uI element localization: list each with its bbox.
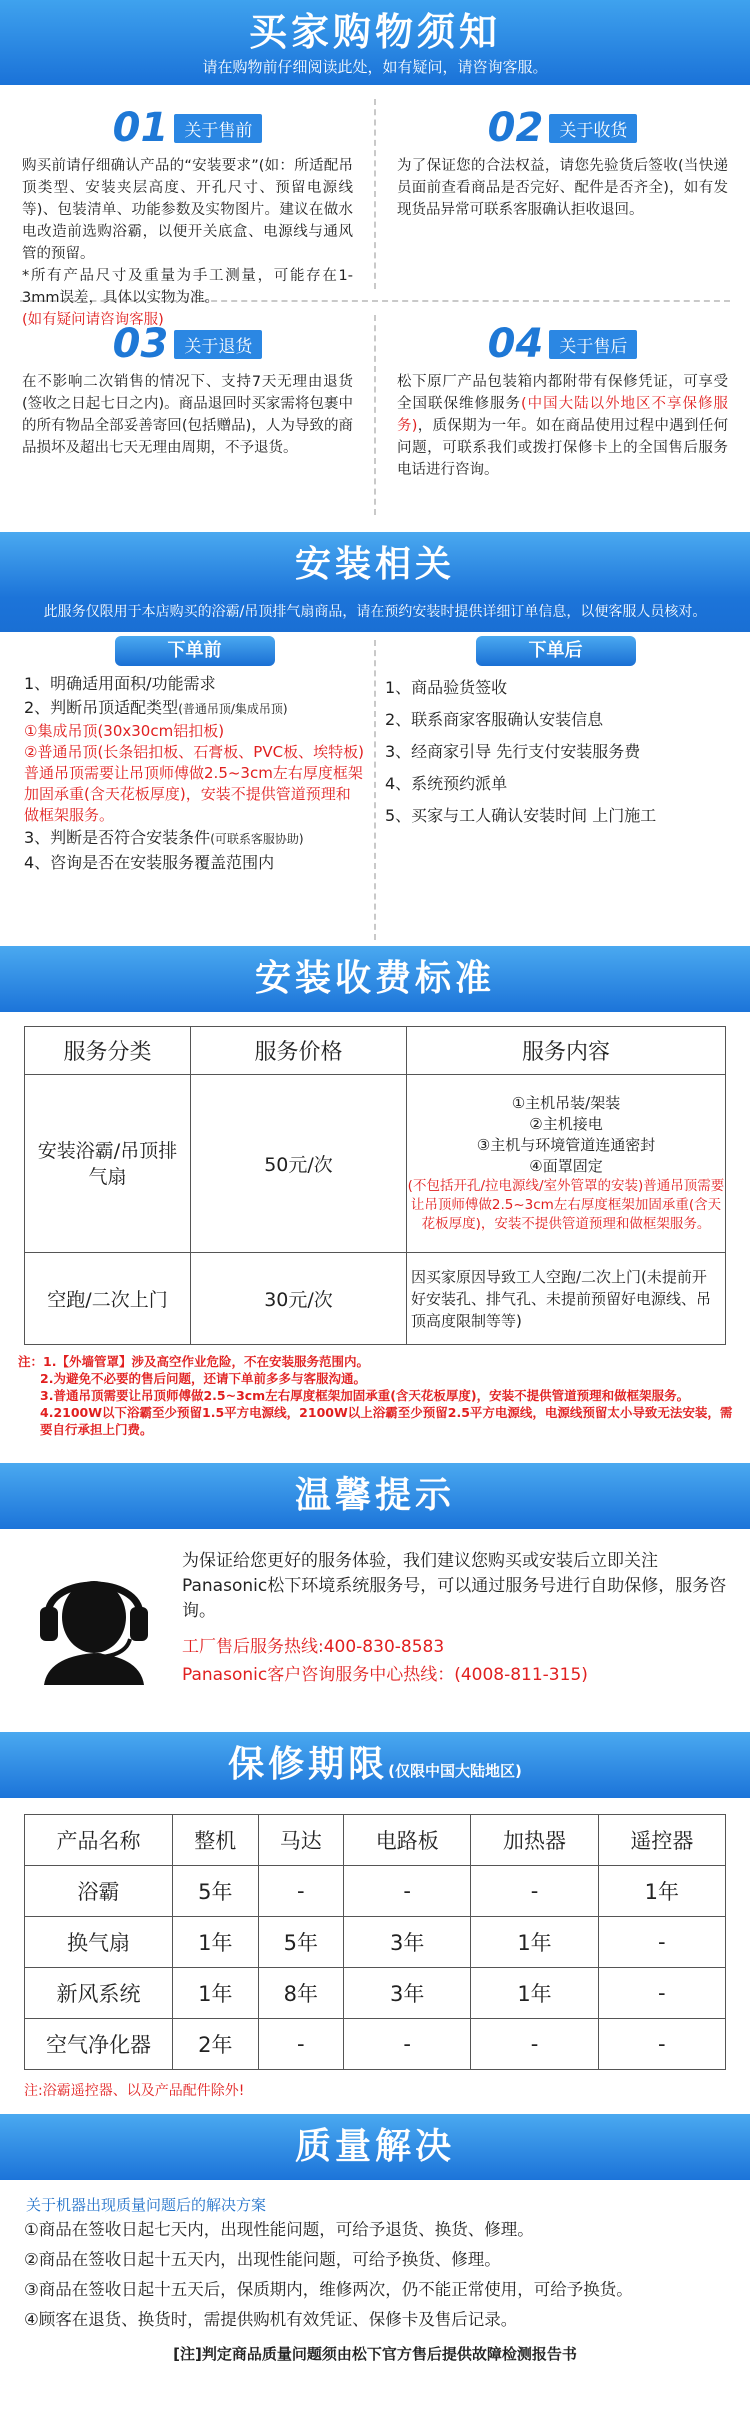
note-number: 03 (112, 321, 169, 367)
note-label: 关于退货 (174, 330, 262, 359)
table-cell: 1年 (598, 1866, 725, 1917)
step: 1、商品验货签收 (385, 678, 508, 697)
header-banner (0, 0, 750, 85)
warranty-note: 注:浴霸遥控器、以及产品配件除外! (24, 2083, 245, 2099)
table-cell: - (344, 2019, 471, 2070)
step: 5、买家与工人确认安装时间 上门施工 (385, 806, 657, 825)
table-header: 加热器 (471, 1815, 598, 1866)
fee-note: 3.普通吊顶需要让吊顶师傅做2.5~3cm左右厚度框架加固承重(含天花板厚度)，安装不提供管道预理和做框架服务。 (40, 1388, 690, 1403)
after-order-pill: 下单后 (476, 636, 636, 666)
install-title: 安装相关 (0, 532, 750, 598)
note-aftersale (375, 315, 750, 481)
step: 3、经商家引导 先行支付安装服务费 (385, 742, 641, 761)
warranty-title (0, 1732, 750, 1798)
note-receipt (375, 99, 750, 221)
step: 4、咨询是否在安装服务覆盖范围内 (24, 853, 275, 872)
table-cell: 空跑/二次上门 (25, 1253, 191, 1345)
table-cell: 因买家原因导致工人空跑/二次上门(未提前开好安装孔、排气孔、未提前预留好电源线、吊顶高度限制等等) (407, 1253, 726, 1345)
fees-table (24, 1026, 726, 1345)
table-cell: - (344, 1866, 471, 1917)
after-order (375, 632, 736, 946)
table-cell: - (598, 2019, 725, 2070)
table-row (25, 1917, 726, 1968)
table-cell: 3年 (344, 1917, 471, 1968)
consult-hotline: Panasonic客户咨询服务中心热线：(4008-811-315) (182, 1665, 588, 1685)
step: 4、系统预约派单 (385, 774, 508, 793)
table-cell: 3年 (344, 1968, 471, 2019)
quality-footer: [注]判定商品质量问题须由松下官方售后提供故障检测报告书 (173, 2345, 577, 2363)
table-cell: 空气净化器 (25, 2019, 173, 2070)
quality-list (0, 2215, 750, 2335)
step: 1、明确适用面积/功能需求 (24, 674, 216, 693)
table-cell: 1年 (173, 1917, 259, 1968)
table-cell: 2年 (173, 2019, 259, 2070)
table-cell: 新风系统 (25, 1968, 173, 2019)
note-number: 04 (487, 321, 544, 367)
note-label: 关于售前 (174, 114, 262, 143)
table-cell: 1年 (471, 1968, 598, 2019)
table-header: 整机 (173, 1815, 259, 1866)
table-cell: 5年 (258, 1917, 344, 1968)
note-number: 01 (112, 105, 169, 151)
before-order-pill: 下单前 (115, 636, 275, 666)
step: 3、判断是否符合安装条件(可联系客服协助) (24, 828, 304, 847)
table-cell: 50元/次 (191, 1075, 407, 1253)
table-cell: - (471, 2019, 598, 2070)
table-header: 产品名称 (25, 1815, 173, 1866)
note-body-part: 松下原厂产品包装箱内都附带有保修凭证，可享受全国联保维修服务 (397, 374, 728, 412)
table-cell: 安装浴霸/吊顶排气扇 (25, 1075, 191, 1253)
list-item: ②商品在签收日起十五天内，出现性能问题，可给予换货、修理。 (24, 2250, 501, 2269)
table-cell: 8年 (258, 1968, 344, 2019)
table-header: 电路板 (344, 1815, 471, 1866)
customer-service-icon (34, 1553, 154, 1685)
tips-title: 温馨提示 (0, 1463, 750, 1529)
quality-title: 质量解决 (0, 2114, 750, 2180)
table-header: 服务内容 (407, 1027, 726, 1075)
service-hotline: 工厂售后服务热线:400-830-8583 (182, 1637, 445, 1657)
note-label: 关于收货 (549, 114, 637, 143)
table-row (25, 1866, 726, 1917)
note-number: 02 (487, 105, 544, 151)
table-header: 服务分类 (25, 1027, 191, 1075)
table-header: 遥控器 (598, 1815, 725, 1866)
table-cell: - (598, 1968, 725, 2019)
table-cell: - (471, 1866, 598, 1917)
step-warning: 普通吊顶需要让吊顶师傅做2.5~3cm左右厚度框架加固承重(含天花板厚度)，安装不提供管道预理和做框架服务。 (24, 764, 363, 824)
table-cell: 5年 (173, 1866, 259, 1917)
fees-title: 安装收费标准 (0, 946, 750, 1012)
list-item: ④顾客在退货、换货时，需提供购机有效凭证、保修卡及售后记录。 (24, 2310, 518, 2329)
install-steps (0, 632, 750, 946)
fee-note: 注：1.【外墙管罩】涉及高空作业危险，不在安装服务范围内。 (18, 1354, 369, 1369)
table-header: 马达 (258, 1815, 344, 1866)
table-cell: - (258, 2019, 344, 2070)
tips-body: 为保证给您更好的服务体验，我们建议您购买或安装后立即关注Panasonic松下环境系统服务号，可以通过服务号进行自助保修，服务咨询。 (182, 1551, 727, 1621)
install-subtitle: 此服务仅限用于本店购买的浴霸/吊顶排气扇商品，请在预约安装时提供详细订单信息，以便客服人员核对。 (0, 598, 750, 632)
divider (374, 640, 376, 940)
table-cell: 1年 (173, 1968, 259, 2019)
warranty-table (24, 1814, 726, 2070)
fee-note: 4.2100W以下浴霸至少预留1.5平方电源线，2100W以上浴霸至少预留2.5平方电源线，电源线预留太小导致无法安装，需要自行承担上门费。 (40, 1405, 733, 1437)
tips-section (0, 1529, 750, 1732)
table-cell: - (598, 1917, 725, 1968)
table-cell: - (258, 1866, 344, 1917)
step: 2、判断吊顶适配类型(普通吊顶/集成吊顶) (24, 698, 288, 717)
before-order (14, 632, 375, 946)
note-body: 在不影响二次销售的情况下、支持7天无理由退货(签收之日起七日之内)。商品退回时买家需将包裹中的所有物品全部妥善寄回(包括赠品)，人为导致的商品损坏及超出七天无理由周期，不予退货。 (22, 374, 353, 456)
note-body (397, 371, 728, 481)
fees-notes (0, 1345, 750, 1463)
table-row (25, 1968, 726, 2019)
list-item: ①商品在签收日起七天内，出现性能问题，可给予退货、换货、修理。 (24, 2220, 534, 2239)
list-item: ③商品在签收日起十五天后，保质期内，维修两次，仍不能正常使用，可给予换货。 (24, 2280, 633, 2299)
warranty-region: (仅限中国大陆地区) (388, 1762, 522, 1780)
table-row (25, 2019, 726, 2070)
page-subtitle: 请在购物前仔细阅读此处，如有疑问，请咨询客服。 (202, 58, 548, 76)
note-label: 关于售后 (549, 330, 637, 359)
table-cell: 1年 (471, 1917, 598, 1968)
step-option: ②普通吊顶(长条铝扣板、石膏板、PVC板、埃特板) (24, 743, 364, 761)
note-presale (0, 99, 375, 331)
page-title: 买家购物须知 (248, 10, 501, 54)
table-cell: ①主机吊装/架装 ②主机接电 ③主机与环境管道连通密封 ④面罩固定 (不包括开孔/拉电源线/室外管罩的安装)普通吊顶需要让吊顶师傅做2.5~3cm左右厚度框架加固承重(含天花板厚度)，安装不提供管道预理和做框架服务。 (407, 1075, 726, 1253)
note-body: 为了保证您的合法权益，请您先验货后签收(当快递员面前查看商品是否完好、配件是否齐全)，如有发现货品异常可联系客服确认拒收退回。 (397, 158, 728, 218)
note-body-warning: (中国大陆以外地区不享保修服务) (397, 396, 729, 434)
table-cell: 换气扇 (25, 1917, 173, 1968)
table-cell: 30元/次 (191, 1253, 407, 1345)
table-header: 服务价格 (191, 1027, 407, 1075)
quality-subtitle: 关于机器出现质量问题后的解决方案 (26, 2196, 267, 2214)
note-body-2: *所有产品尺寸及重量为手工测量，可能存在1-3mm误差，具体以实物为准。 (22, 268, 353, 306)
note-return (0, 315, 375, 459)
note-body: 购买前请仔细确认产品的“安装要求”(如：所适配吊顶类型、安装夹层高度、开孔尺寸、预留电源线等)、包装清单、功能参数及实物图片。建议在做水电改造前选购浴霸，以便开关底盒、电源线与通风管的预留。 (22, 158, 353, 262)
warranty-title-text: 保修期限 (228, 1744, 389, 1785)
note-hint: (如有疑问请咨询客服) (22, 312, 164, 328)
note-body-part: ，质保期为一年。如在商品使用过程中遇到任何问题，可联系我们或拨打保修卡上的全国售后服务电话进行咨询。 (397, 418, 728, 478)
table-cell: 浴霸 (25, 1866, 173, 1917)
step: 2、联系商家客服确认安装信息 (385, 710, 604, 729)
fee-note: 2.为避免不必要的售后问题，还请下单前多多与客服沟通。 (40, 1371, 366, 1386)
buyer-notes (0, 85, 750, 532)
step-option: ①集成吊顶(30x30cm铝扣板) (24, 722, 225, 740)
